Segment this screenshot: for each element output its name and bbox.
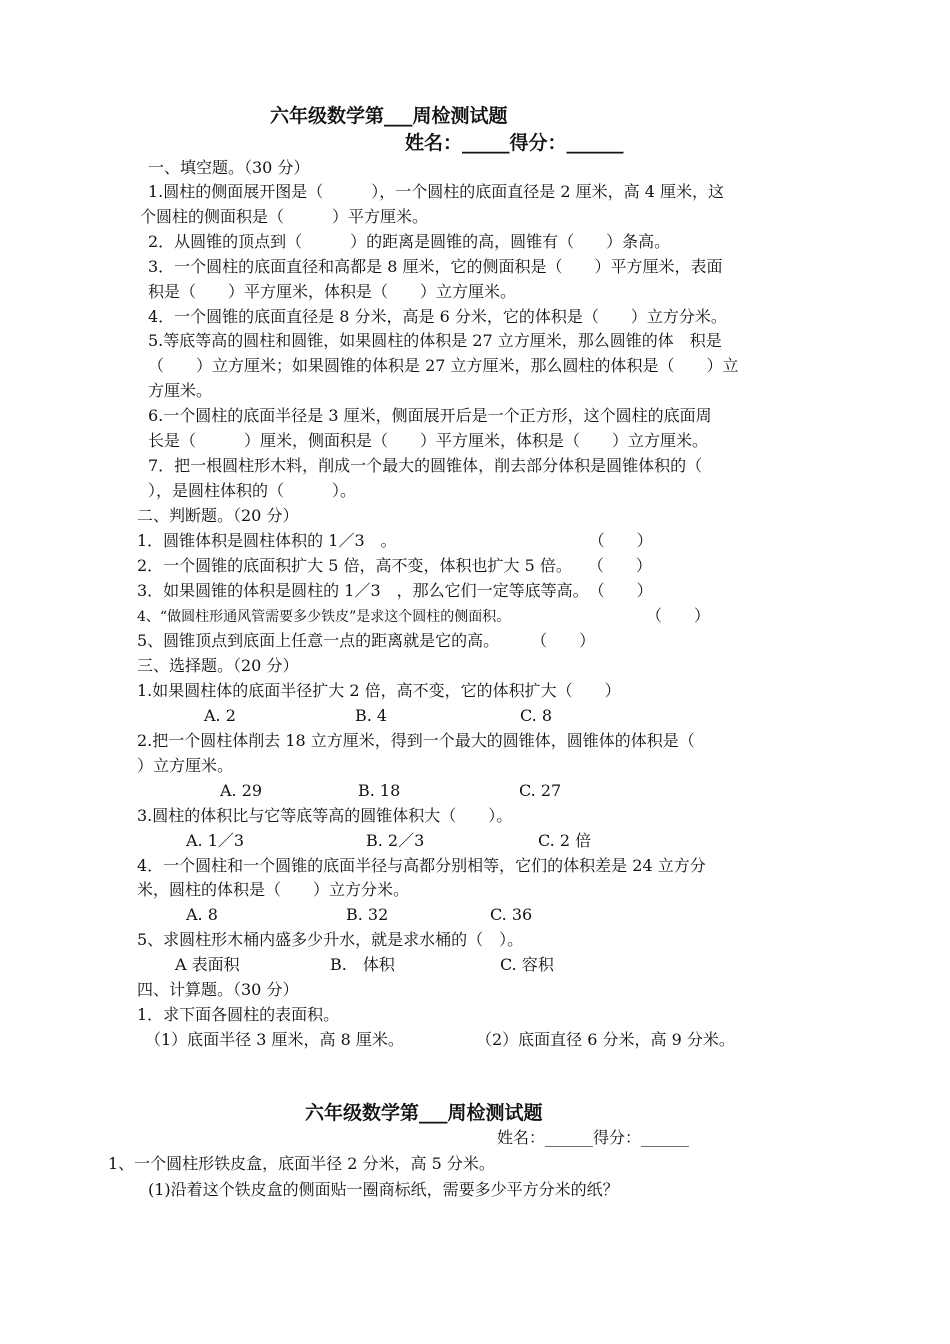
fill-line: 1.圆柱的侧面展开图是（ ），一个圆柱的底面直径是 2 厘米，高 4 厘米，这 <box>148 182 724 201</box>
judge-answer-bracket: （ ） <box>646 606 711 625</box>
choice-option: A. 1／3 <box>186 831 245 850</box>
choice-question: 5、求圆柱形木桶内盛多少升水，就是求水桶的（ ）。 <box>137 930 524 949</box>
choice-option: C. 36 <box>490 905 533 924</box>
choice-option: C. 27 <box>519 781 562 800</box>
name-score-line-2: 姓名：______得分：______ <box>497 1128 690 1147</box>
choice-question: 4．一个圆柱和一个圆锥的底面半径与高都分别相等，它们的体积差是 24 立方分 <box>137 856 706 875</box>
problem-subline: (1)沿着这个铁皮盒的侧面贴一圈商标纸，需要多少平方分米的纸？ <box>148 1180 619 1199</box>
fill-line: 积是（ ）平方厘米，体积是（ ）立方厘米。 <box>148 282 517 301</box>
choice-question: 1.如果圆柱体的底面半径扩大 2 倍，高不变，它的体积扩大（ ） <box>137 681 621 700</box>
choice-option: A. 8 <box>186 905 218 924</box>
choice-option: C. 容积 <box>500 955 554 974</box>
fill-line: 6.一个圆柱的底面半径是 3 厘米，侧面展开后是一个正方形，这个圆柱的底面周 <box>148 406 712 425</box>
fill-line: ），是圆柱体积的（ ）。 <box>148 481 357 500</box>
section-heading-judge: 二、判断题。（20 分） <box>137 506 299 525</box>
choice-question: 3.圆柱的体积比与它等底等高的圆锥体积大（ ）。 <box>137 806 513 825</box>
section-heading-calc: 四、计算题。（30 分） <box>137 980 299 999</box>
fill-line: 长是（ ）厘米，侧面积是（ ）平方厘米，体积是（ ）立方厘米。 <box>148 431 709 450</box>
calc-question: 1．求下面各圆柱的表面积。 <box>137 1005 340 1024</box>
page-title: 六年级数学第___周检测试题 <box>270 105 508 127</box>
fill-line: 个圆柱的侧面积是（ ）平方厘米。 <box>140 207 429 226</box>
name-score-line: 姓名：_____得分：______ <box>405 132 624 154</box>
fill-line: （ ）立方厘米；如果圆锥的体积是 27 立方厘米，那么圆柱的体积是（ ）立 <box>148 356 739 375</box>
section-heading-fill: 一、填空题。（30 分） <box>148 158 310 177</box>
judge-line: 4、“做圆柱形通风管需要多少铁皮”是求这个圆柱的侧面积。 <box>137 609 511 625</box>
fill-line: 3．一个圆柱的底面直径和高都是 8 厘米，它的侧面积是（ ）平方厘米，表面 <box>148 257 723 276</box>
problem-line: 1、一个圆柱形铁皮盒，底面半径 2 分米，高 5 分米。 <box>108 1154 495 1173</box>
judge-line: 5、圆锥顶点到底面上任意一点的距离就是它的高。 （ ） <box>137 631 596 650</box>
choice-option: A. 2 <box>204 706 236 725</box>
section-heading-choice: 三、选择题。（20 分） <box>137 656 299 675</box>
choice-option: A. 29 <box>220 781 263 800</box>
calc-subquestion: （1）底面半径 3 厘米，高 8 厘米。 <box>145 1030 404 1049</box>
choice-option: B. 4 <box>355 706 388 725</box>
choice-option: C. 8 <box>520 706 553 725</box>
choice-option: C. 2 倍 <box>538 831 592 850</box>
choice-question: 2.把一个圆柱体削去 18 立方厘米，得到一个最大的圆锥体，圆锥体的体积是（ <box>137 731 695 750</box>
fill-line: 方厘米。 <box>148 381 213 400</box>
judge-line: 2．一个圆锥的底面积扩大 5 倍，高不变，体积也扩大 5 倍。 （ ） <box>137 556 652 575</box>
calc-subquestion: （2）底面直径 6 分米，高 9 分米。 <box>476 1030 735 1049</box>
choice-question: 米，圆柱的体积是（ ）立方分米。 <box>137 880 410 899</box>
judge-line: 3．如果圆锥的体积是圆柱的 1／3 ，那么它们一定等底等高。 （ ） <box>137 581 653 600</box>
fill-line: 5.等底等高的圆柱和圆锥，如果圆柱的体积是 27 立方厘米，那么圆锥的体 积是 <box>148 331 722 350</box>
fill-line: 4．一个圆锥的底面直径是 8 分米，高是 6 分米，它的体积是（ ）立方分米。 <box>148 307 727 326</box>
choice-question: ）立方厘米。 <box>137 756 234 775</box>
choice-option: A 表面积 <box>175 955 240 974</box>
page-title-2: 六年级数学第___周检测试题 <box>305 1102 543 1124</box>
choice-option: B. 2／3 <box>366 831 425 850</box>
fill-line: 7．把一根圆柱形木料，削成一个最大的圆锥体，削去部分体积是圆锥体积的（ <box>148 456 703 475</box>
judge-line: 1．圆锥体积是圆柱体积的 1／3 。 （ ） <box>137 531 653 550</box>
choice-option: B. 体积 <box>330 955 395 974</box>
choice-option: B. 18 <box>358 781 401 800</box>
fill-line: 2．从圆锥的顶点到（ ）的距离是圆锥的高，圆锥有（ ）条高。 <box>148 232 671 251</box>
choice-option: B. 32 <box>346 905 389 924</box>
